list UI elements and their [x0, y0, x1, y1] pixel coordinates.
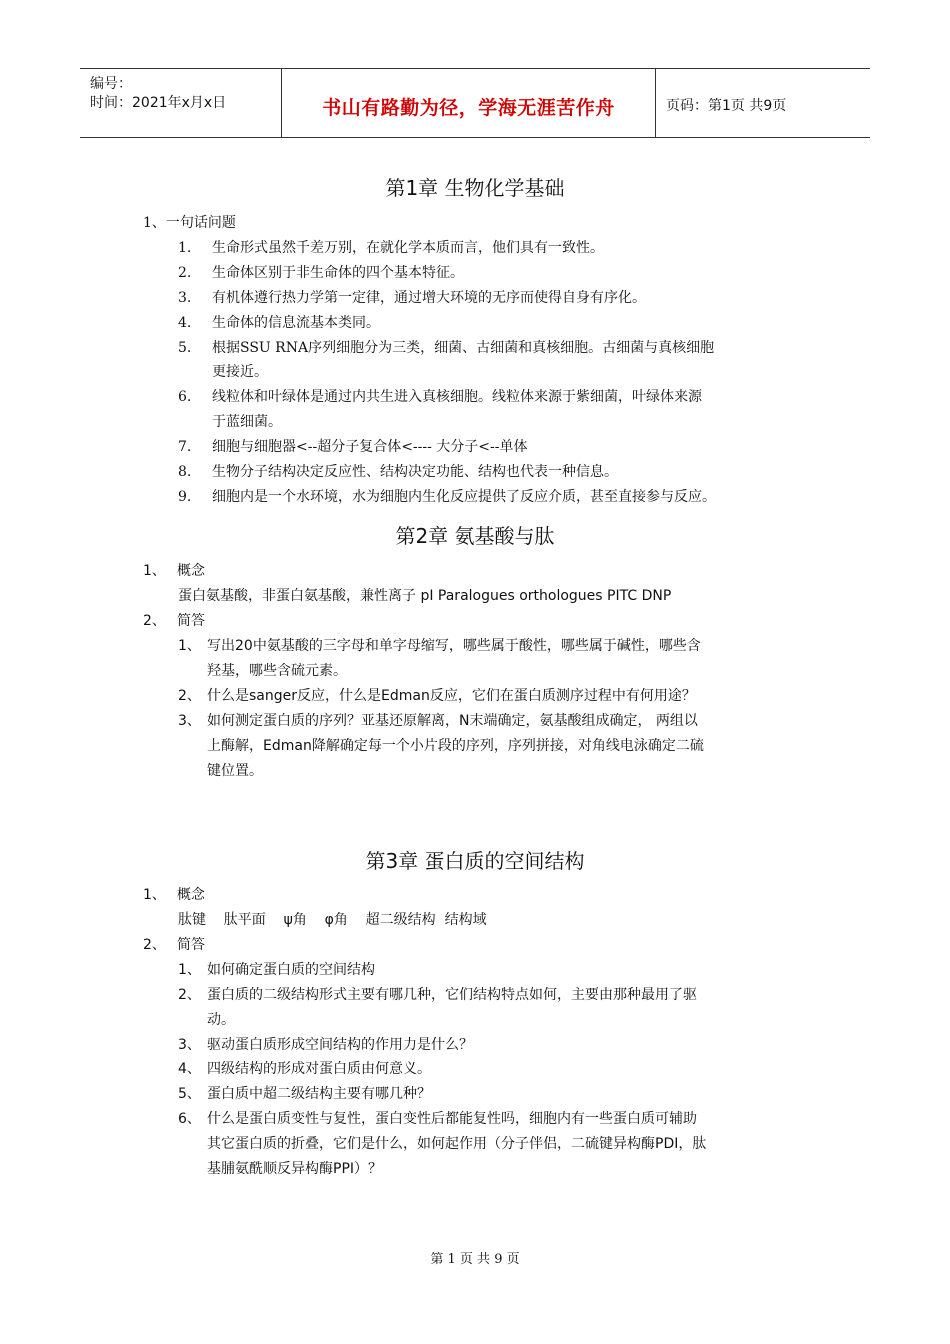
list-item-continuation: 羟基，哪些含硫元素。 — [207, 663, 347, 679]
code-label: 编号： — [90, 76, 132, 92]
list-item-continuation: 上酶解，Edman降解确定每一个小片段的序列，序列拼接，对角线电泳确定二硫 — [207, 738, 704, 754]
list-item: 6. 线粒体和叶绿体是通过内共生进入真核细胞。线粒体来源于紫细菌，叶绿体来源 — [178, 389, 702, 405]
ch2-concepts-text: 蛋白氨基酸，非蛋白氨基酸，兼性离子 pI Paralogues orthologues PITC DNP — [178, 588, 672, 604]
ch2-section-1: 1、 概念 — [143, 563, 205, 579]
ch3-concepts-text: 肽键 肽平面 ψ角 φ角 超二级结构 结构域 — [178, 912, 487, 928]
list-item: 2. 生命体区别于非生命体的四个基本特征。 — [178, 265, 464, 281]
ch1-section-heading: 1、一句话问题 — [143, 215, 236, 231]
list-item-continuation: 于蓝细菌。 — [212, 414, 282, 430]
list-item: 5. 根据SSU RNA序列细胞分为三类，细菌、古细菌和真核细胞。古细菌与真核细胞 — [178, 340, 715, 356]
header-center-cell — [281, 69, 656, 137]
time-label: 时间：2021年x月x日 — [90, 95, 227, 111]
page-count-label: 页码：第1页 共9页 — [666, 98, 787, 114]
chapter-3-title: 第3章 蛋白质的空间结构 — [365, 849, 585, 873]
list-item: 5、 蛋白质中超二级结构主要有哪几种？ — [178, 1086, 431, 1102]
list-item: 3. 有机体遵行热力学第一定律，通过增大环境的无序而使得自身有序化。 — [178, 290, 646, 306]
ch2-section-2: 2、 简答 — [143, 613, 205, 629]
list-item: 9. 细胞内是一个水环境，水为细胞内生化反应提供了反应介质，甚至直接参与反应。 — [178, 489, 716, 505]
list-item-continuation: 基脯氨酰顺反异构酶PPI）？ — [207, 1161, 383, 1177]
list-item: 1、 写出20中氨基酸的三字母和单字母缩写，哪些属于酸性，哪些属于碱性，哪些含 — [178, 638, 701, 654]
list-item: 1、 如何确定蛋白质的空间结构 — [178, 962, 375, 978]
list-item-continuation: 动。 — [207, 1012, 235, 1028]
motto-text: 书山有路勤为径，学海无涯苦作舟 — [322, 97, 615, 119]
list-item: 2、 蛋白质的二级结构形式主要有哪几种，它们结构特点如何，主要由那种最用了驱 — [178, 987, 697, 1003]
page-footer: 第 1 页 共 9 页 — [430, 1252, 520, 1267]
ch3-section-2: 2、 简答 — [143, 937, 205, 953]
list-item: 7. 细胞与细胞器<--超分子复合体<---- 大分子<--单体 — [178, 439, 528, 455]
list-item: 6、 什么是蛋白质变性与复性，蛋白变性后都能复性吗，细胞内有一些蛋白质可辅助 — [178, 1111, 697, 1127]
list-item-continuation: 更接近。 — [212, 364, 268, 380]
list-item: 2、 什么是sanger反应，什么是Edman反应，它们在蛋白质测序过程中有何用途？ — [178, 688, 696, 704]
list-item: 8. 生物分子结构决定反应性、结构决定功能、结构也代表一种信息。 — [178, 464, 618, 480]
list-item: 4. 生命体的信息流基本类同。 — [178, 315, 380, 331]
chapter-1-title: 第1章 生物化学基础 — [385, 176, 565, 200]
list-item: 3、 驱动蛋白质形成空间结构的作用力是什么？ — [178, 1037, 473, 1053]
header-left-cell — [80, 69, 280, 137]
list-item-continuation: 其它蛋白质的折叠，它们是什么，如何起作用（分子伴侣，二硫键异构酶PDI，肽 — [207, 1136, 707, 1152]
list-item-continuation: 键位置。 — [207, 763, 263, 779]
list-item: 4、 四级结构的形成对蛋白质由何意义。 — [178, 1061, 431, 1077]
ch3-section-1: 1、 概念 — [143, 887, 205, 903]
header-right-cell — [656, 69, 870, 137]
page-header — [80, 68, 870, 138]
chapter-2-title: 第2章 氨基酸与肽 — [395, 524, 555, 548]
list-item: 3、 如何测定蛋白质的序列？亚基还原解离，N末端确定，氨基酸组成确定， 两组以 — [178, 713, 698, 729]
list-item: 1. 生命形式虽然千差万别，在就化学本质而言，他们具有一致性。 — [178, 240, 604, 256]
